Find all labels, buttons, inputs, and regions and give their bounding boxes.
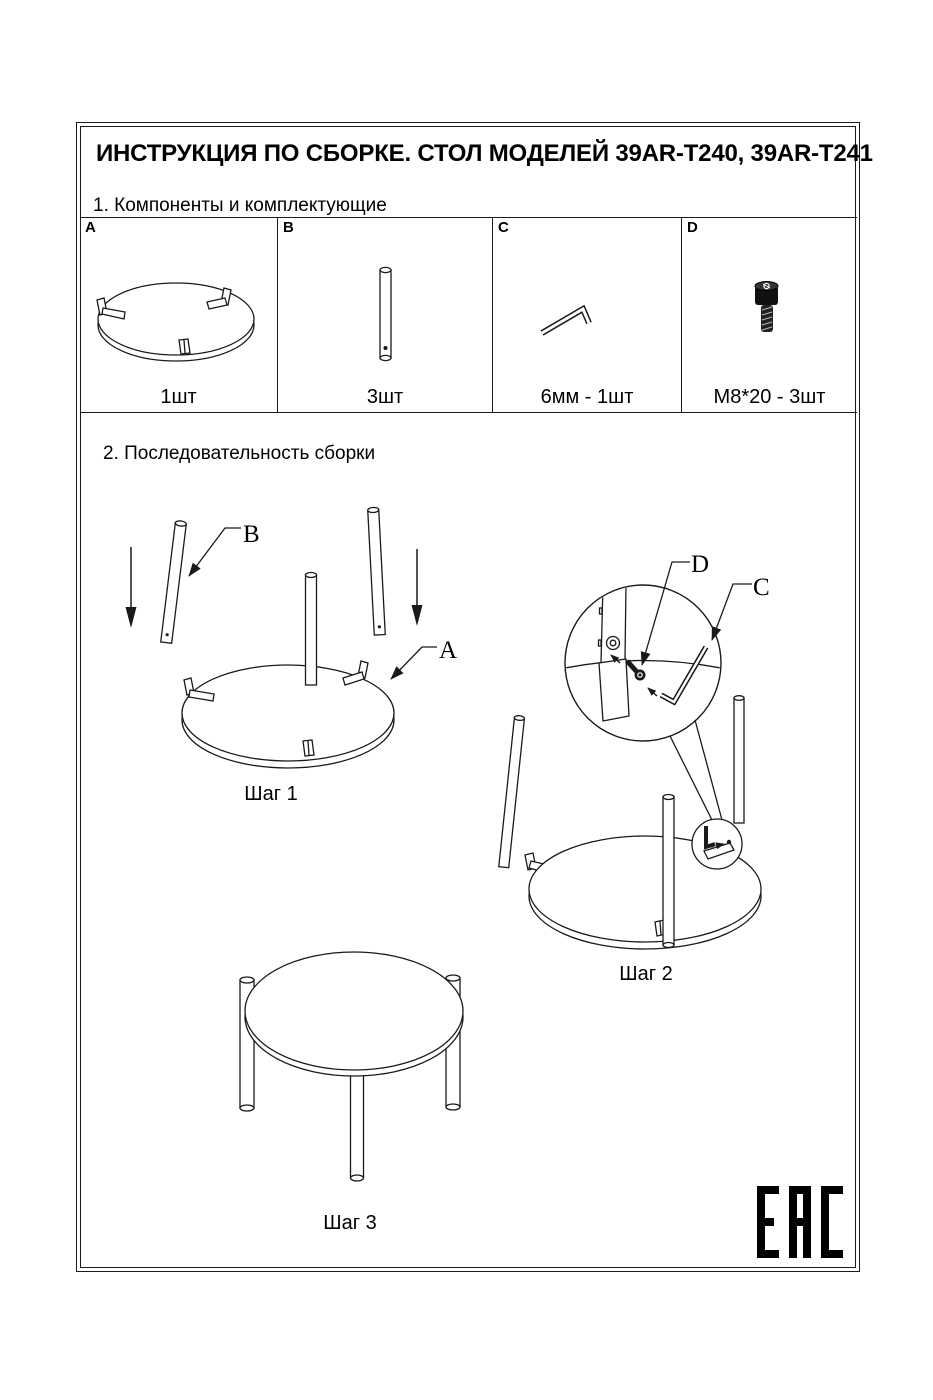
component-qty-d: M8*20 - 3шт [713, 386, 826, 408]
eac-mark [757, 1186, 845, 1258]
leg-icon [278, 218, 493, 386]
assembly-heading: 2. Последовательность сборки [103, 443, 376, 464]
component-letter-a: A [85, 219, 96, 236]
leader-b [189, 528, 241, 576]
component-letter-c: C [498, 219, 509, 236]
floating-leg-right [368, 507, 386, 635]
insert-arrow-right [412, 549, 423, 626]
leg-center [351, 1067, 364, 1181]
floating-leg-left [161, 520, 187, 643]
assembled-leg-right [734, 696, 744, 823]
component-letter-d: D [687, 219, 698, 236]
detail-cone-line-1 [670, 736, 713, 822]
leader-a [391, 647, 437, 679]
leader-c [712, 584, 752, 640]
callout-d: D [691, 551, 710, 578]
callout-c: C [753, 574, 770, 601]
component-letter-b: B [283, 219, 294, 236]
assembled-leg-left [499, 715, 525, 868]
component-cell-d [682, 218, 857, 412]
component-qty-c: 6мм - 1шт [540, 386, 634, 408]
insert-arrow-left [126, 547, 137, 628]
eac-letter-c [821, 1186, 843, 1258]
component-cell-b [278, 218, 493, 412]
center-leg-drawing [306, 573, 317, 686]
bracket-front [303, 740, 314, 756]
tabletop-bracket-front [179, 339, 190, 354]
step2-label: Шаг 2 [619, 963, 673, 985]
tabletop-drawing [245, 952, 463, 1076]
step3-label: Шаг 3 [323, 1212, 377, 1234]
step2-diagram [495, 550, 795, 990]
component-cell-a [80, 218, 278, 412]
components-heading: 1. Компоненты и комплектующие [93, 195, 387, 216]
component-qty-b: 3шт [366, 386, 404, 408]
page-title: ИНСТРУКЦИЯ ПО СБОРКЕ. СТОЛ МОДЕЛЕЙ 39AR-T240, 39AR-T241 [96, 140, 873, 167]
assembled-leg-center [663, 795, 674, 948]
step3-diagram [225, 940, 485, 1240]
component-qty-a: 1шт [160, 386, 197, 408]
hex-key-icon [493, 218, 682, 386]
tabletop-drawing [182, 665, 394, 768]
components-table [80, 217, 857, 413]
callout-b: B [243, 521, 260, 548]
step1-diagram [110, 495, 470, 815]
callout-a: A [439, 637, 458, 664]
locator-circle [692, 819, 742, 869]
component-cell-c [493, 218, 682, 412]
step1-label: Шаг 1 [244, 783, 298, 805]
eac-letter-a [789, 1186, 811, 1258]
bolt-icon [682, 218, 857, 386]
tabletop-icon [80, 218, 278, 386]
detail-cone-line-2 [695, 720, 722, 820]
eac-letter-e [757, 1186, 779, 1258]
